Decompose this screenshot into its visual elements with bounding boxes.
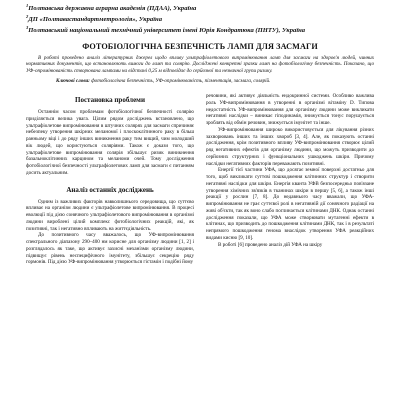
left-column (26, 93, 194, 266)
paragraph: Одним із важливих факторів навколишнього середовища, що суттєво впливає на організм людини є ультрафіолетове випромінювання. В процесі еволюції під дією сонячного ультрафіолетового випромінювання в організмі людини вироблені цілий комплекс фотобіологічних реакцій, які, як позитивні, так і негативно впливають на життєдіяльність. (26, 198, 194, 232)
body-columns (26, 93, 374, 266)
paragraph: До позитивного часу вважалось, що УФ-випромінювання спектрального діапазону 290–400 нм корисне для організму людини [1, 2] і розглядалось як таке, що активує захисні механізми організму людини, підвищує рівень неспецифічного імунітету, збільшує секрецію ряду гормонів. Під дією УФ-випромінювання утворюється гістамін і подібні йому (26, 232, 194, 266)
paragraph: В роботі [6] проведено аналіз дій УФА на шкіру (218, 241, 323, 248)
paper-title: ФОТОБІОЛОГІЧНА БЕЗПЕЧНІСТЬ ЛАМП ДЛЯ ЗАСМАГИ (82, 41, 318, 51)
paragraph: речовини, які активує діяльність ендокринної системи. Особливо важлива роль УФ-випромінювання в утворенні в організмі вітаміну D. Типова недостатність УФ-випромінювання для організму людини може викликати негативні наслідки – виникає гіподинамія, знижується тонус порушується зроблять від обмін речовин, знижується імунітет та інше. (206, 93, 374, 127)
keywords-list: фотобіологічна безпечність, УФ-опромінюваність, пігментація, засмага, солярій. (91, 78, 271, 85)
paragraph: УФ-випромінювання широко використовується для лікування різних захворювань інших та інших хвороб [3, 4]. Але, як показують останні дослідження, крім позитивного впливу УФ-випромінювання створює цілий ряд негативних ефектів для організму людини, що можуть призводити до серйозних структурних і функціональних ушкоджень шкіри. Причому наслідки негативних факторів переважають позитивні. (206, 126, 374, 167)
abstract: В роботі проведено аналіз літературних джерел щодо впливу ультрафіолетового випромінювання ламп для засмаги на здоров'я людей, чинних нормативних документів, що встановлюють вимоги до ламп та солярію. Досліджені конкретні зразки ламп на фотобіологічну безпечність. Показано, що УФ-опромінюваність створювана лампами на відстані 0,25 м відповідає до серйозної та незначної групи ризику. (26, 54, 374, 75)
keywords (26, 78, 374, 85)
keywords-label: Ключові слова: (56, 78, 90, 85)
affiliation-1: $^1$Полтавська державна аграрна академія (ПДАА), Україна (26, 3, 197, 13)
paragraph: Енергії тієї частини УФА, що досягає земної поверхні достатньо для того, щоб викликати суттєві пошкодження клітинних структур і створити негативні наслідки для шкіри. Енергія кванта УФВ безпосередньо пов'язане утворення хімічних зв'язків в тканинах шкіри в першу [5, 6], а також інші реакції у рослин [7, 8]. До недавнього часу вважали, що УФА-випромінювання не грає суттєвої ролі в негативній дії сонячного радіації на живі об'єкти, так як воно слабо поглинається клітинами ДНК. Однак останні дослідження показали, що УФА може створювати мутагенні ефекти в клітинах, що призводить до пошкодження клітинами ДНК, так і в результаті непрямого пошкодження генома внаслідок утворення УФА реакційних видами кисню [9, 10]. (206, 167, 374, 241)
right-column (206, 93, 374, 266)
section-heading-problem: Постановка проблеми (75, 96, 145, 105)
section-heading-analysis: Аналіз останніх досліджень (66, 185, 154, 194)
affiliation-2: $^2$ДП «Полтавастандартметрологія», Україна (26, 14, 163, 24)
paragraph: Останнім часом проблемам фотобіологічної безпечності солярію приділяється велика увага. Цілим рядом досліджень встановлено, що ультрафіолетове випромінювання в штучних солярях для засмаги спричиняє небезпеку утворення шкірних меланомої і плоскоклітинного раку в більш ранньому віці і до ряду інших виникнення раку тим вищий, чим молодший вік людей, що користуються соляріями. Також є докази того, що ультрафіолетове випромінювання солярія збільшує ризик виникнення базальноклітинних карцином та меланоми очей. Тому дослідження фотобіологічної безпечності ультрафіолетових ламп для засмаги є питанням досить актуальним. (26, 109, 194, 176)
affiliation-3: $^3$Полтавський національний технічний університет імені Юрія Кондратюка (ПНТУ), Україна (26, 25, 306, 35)
affiliations (26, 2, 374, 36)
